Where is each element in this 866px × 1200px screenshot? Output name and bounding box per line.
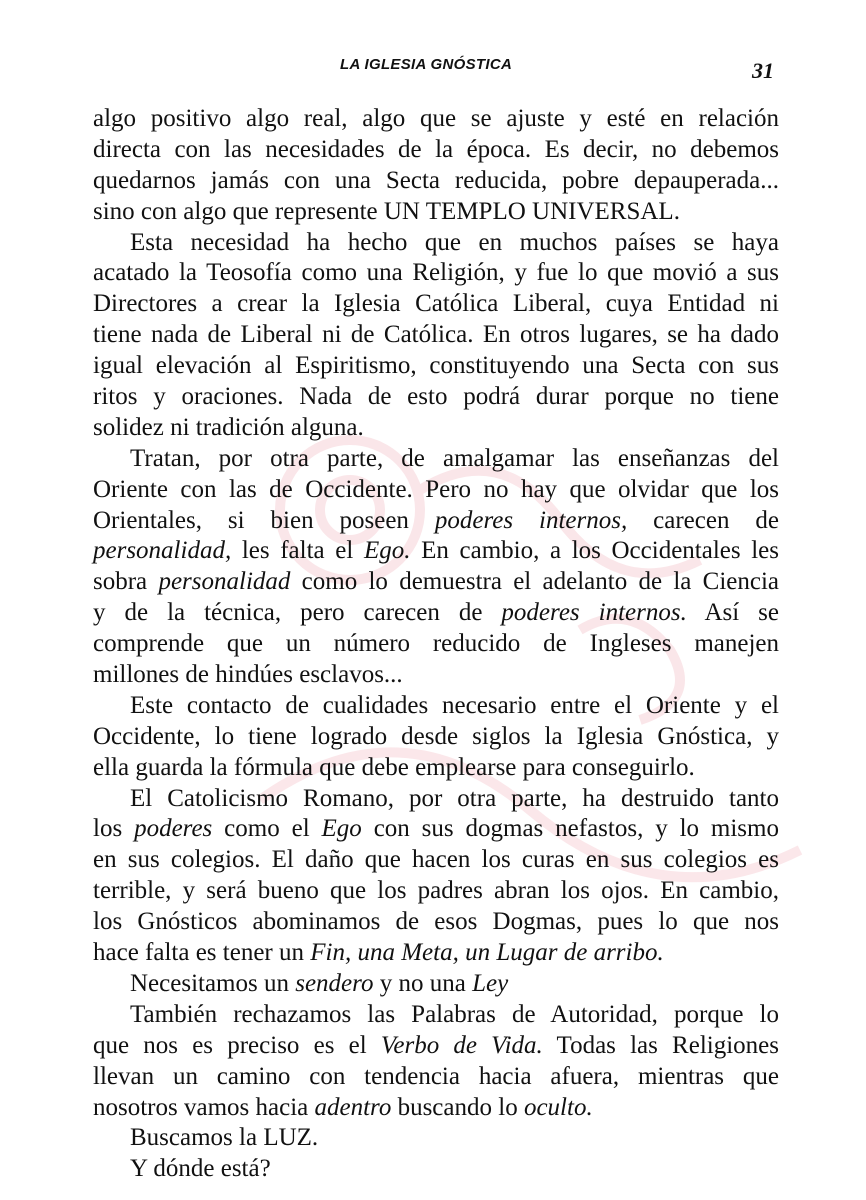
italic-segment: adentro — [314, 1093, 392, 1121]
text-segment: Así se — [686, 599, 779, 627]
text-line — [93, 660, 779, 691]
text-segment: Buscamos la LUZ. — [130, 1124, 319, 1152]
text-segment: nosotros vamos hacia — [93, 1093, 315, 1121]
running-header — [0, 56, 866, 86]
text-line — [93, 444, 779, 475]
text-line — [93, 1062, 779, 1093]
text-segment: los — [93, 815, 135, 843]
text-segment: que nos es preciso es el — [93, 1031, 381, 1059]
text-segment: Y dónde está? — [130, 1155, 271, 1183]
text-segment: acatado la Teosofía como una Religión, y fue lo que movió a sus — [93, 259, 779, 287]
text-segment: Necesitamos un — [130, 969, 296, 997]
text-segment: terrible, y será bueno que los padres abran los ojos. En cambio, — [93, 877, 779, 905]
text-line — [93, 413, 779, 444]
text-segment: El Catolicismo Romano, por otra parte, ha destruido tanto — [130, 784, 779, 812]
text-line — [93, 289, 779, 320]
text-segment: Todas las Religiones — [542, 1031, 779, 1059]
italic-segment: poderes internos. — [501, 599, 687, 627]
text-line — [93, 567, 779, 598]
text-segment: tiene nada de Liberal ni de Católica. En otros lugares, se ha dado — [93, 321, 779, 349]
text-line — [93, 969, 779, 1000]
text-line — [93, 135, 779, 166]
italic-segment: personalidad — [158, 568, 291, 596]
text-line — [93, 104, 779, 135]
text-line — [93, 691, 779, 722]
text-segment: llevan un camino con tendencia hacia afuera, mientras que — [93, 1062, 779, 1090]
text-segment: sino con algo que represente UN TEMPLO UNIVERSAL. — [93, 197, 680, 225]
text-line — [93, 814, 779, 845]
text-line — [93, 1154, 779, 1185]
running-title: LA IGLESIA GNÓSTICA — [340, 56, 513, 73]
text-line — [93, 351, 779, 382]
text-segment: ella guarda la fórmula que debe emplearse para conseguirlo. — [93, 753, 695, 781]
text-segment: Occidente, lo tiene logrado desde siglos la Iglesia Gnóstica, y — [93, 722, 779, 750]
page-number: 31 — [752, 58, 774, 83]
text-segment: También rechazamos las Palabras de Autoridad, porque lo — [130, 1000, 779, 1028]
text-line — [93, 845, 779, 876]
text-line — [93, 784, 779, 815]
text-segment: comprende que un número reducido de Ingleses manejen — [93, 630, 779, 658]
text-line — [93, 197, 779, 228]
text-segment: en sus colegios. El daño que hacen los curas en sus colegios es — [93, 846, 779, 874]
italic-segment: Verbo de Vida. — [380, 1031, 543, 1059]
text-line — [93, 938, 779, 969]
text-line — [93, 320, 779, 351]
text-line — [93, 876, 779, 907]
text-segment: directa con las necesidades de la época. Es decir, no debemos — [93, 135, 779, 163]
text-line — [93, 1031, 779, 1062]
text-segment: sobra — [93, 568, 159, 596]
text-line — [93, 536, 779, 567]
text-segment: con sus dogmas nefastos, y lo mismo — [361, 815, 779, 843]
text-line — [93, 1093, 779, 1124]
text-segment: ritos y oraciones. Nada de esto podrá durar porque no tiene — [93, 383, 779, 411]
italic-segment: Ego — [321, 815, 362, 843]
text-segment: hace falta es tener un — [93, 939, 311, 967]
text-line — [93, 506, 779, 537]
text-line — [93, 753, 779, 784]
text-line — [93, 258, 779, 289]
italic-segment: Fin, una Meta, un Lugar de arribo. — [310, 939, 664, 967]
text-line — [93, 228, 779, 259]
text-segment: carecen de — [627, 506, 780, 534]
text-segment: algo positivo algo real, algo que se ajuste y esté en relación — [93, 105, 779, 132]
text-segment: Tratan, por otra parte, de amalgamar las enseñanzas del — [130, 444, 779, 472]
text-segment: como lo demuestra el adelanto de la Ciencia — [290, 568, 780, 596]
text-segment: como el — [212, 815, 322, 843]
text-line — [93, 598, 779, 629]
text-line — [93, 1123, 779, 1154]
text-segment: buscando lo — [391, 1093, 524, 1121]
text-line — [93, 629, 779, 660]
italic-segment: sendero — [295, 969, 374, 997]
text-segment: y no una — [373, 969, 473, 997]
text-line — [93, 722, 779, 753]
text-line — [93, 166, 779, 197]
text-line — [93, 475, 779, 506]
text-segment: solidez ni tradición alguna. — [93, 413, 364, 441]
text-segment: igual elevación al Espiritismo, constituyendo una Secta con sus — [93, 352, 779, 380]
text-segment: En cambio, a los Occidentales les — [410, 537, 780, 565]
text-line — [93, 907, 779, 938]
text-segment: Oriente con las de Occidente. Pero no hay que olvidar que los — [93, 475, 779, 503]
text-line — [93, 1000, 779, 1031]
text-segment: Este contacto de cualidades necesario entre el Oriente y el — [130, 691, 779, 719]
italic-segment: poderes internos, — [434, 506, 628, 534]
italic-segment: poderes — [134, 815, 213, 843]
text-line — [93, 382, 779, 413]
text-segment: Directores a crear la Iglesia Católica Liberal, cuya Entidad ni — [93, 290, 779, 318]
text-segment: millones de hindúes esclavos... — [93, 661, 403, 689]
text-segment: quedarnos jamás con una Secta reducida, pobre depauperada... — [93, 166, 779, 194]
text-segment: los Gnósticos abominamos de esos Dogmas, pues lo que nos — [93, 908, 779, 936]
text-segment: y de la técnica, pero carecen de — [93, 599, 502, 627]
text-segment: Esta necesidad ha hecho que en muchos países se haya — [130, 228, 779, 256]
text-segment: les falta el — [231, 537, 364, 565]
text-segment: Orientales, si bien poseen — [93, 506, 435, 534]
body-text — [93, 104, 779, 1185]
italic-segment: Ego. — [363, 537, 411, 565]
italic-segment: oculto. — [523, 1093, 593, 1121]
italic-segment: personalidad, — [93, 537, 232, 565]
italic-segment: Ley — [472, 969, 509, 997]
